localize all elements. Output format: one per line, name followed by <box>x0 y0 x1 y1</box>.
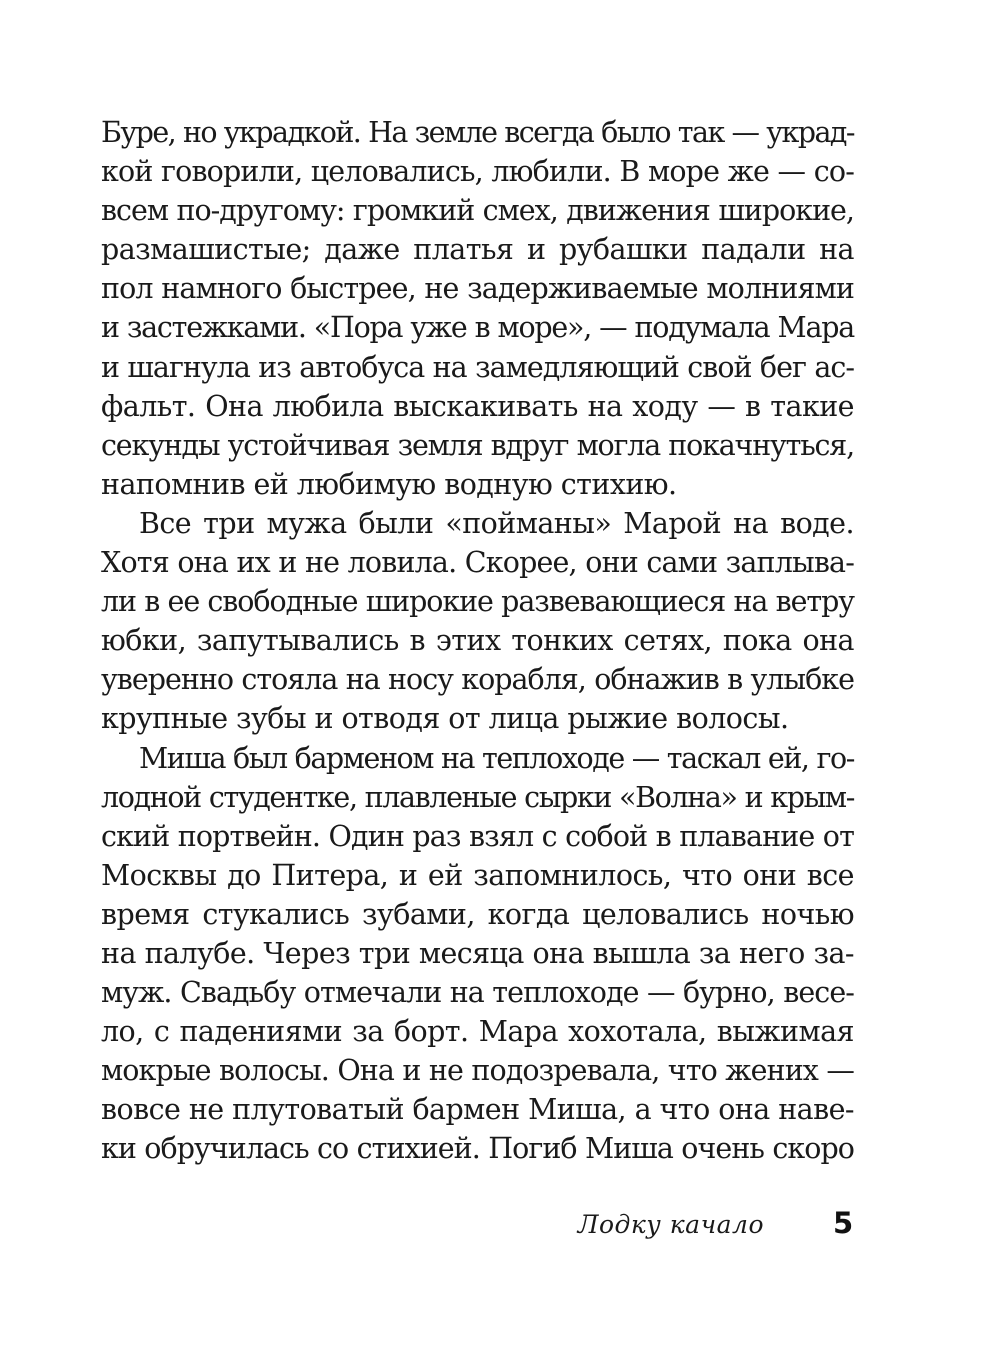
text-line: Хотя она их и не ловила. Скорее, они сами заплыва- <box>101 546 854 580</box>
text-line: всем по-другому: громкий смех, движения широкие, <box>101 194 854 228</box>
text-line: на палубе. Через три месяца она вышла за него за- <box>101 936 854 970</box>
text-line: юбки, запутывались в этих тонких сетях, пока она <box>101 624 854 658</box>
text-line: время стукались зубами, когда целовались ночью <box>101 897 854 931</box>
running-title: Лодку качало <box>577 1210 764 1239</box>
page-body <box>101 113 854 1169</box>
text-line: Москвы до Питера, и ей запомнилось, что они все <box>101 858 854 892</box>
text-line: кой говорили, целовались, любили. В море же — со- <box>101 155 854 189</box>
text-line: ский портвейн. Один раз взял с собой в плавание от <box>101 819 854 853</box>
text-line: лодной студентке, плавленые сырки «Волна» и крым- <box>101 780 854 814</box>
text-line: ки обручилась со стихией. Погиб Миша очень скоро <box>101 1132 854 1166</box>
text-line: секунды устойчивая земля вдруг могла покачнуться, <box>101 428 854 462</box>
text-line: фальт. Она любила выскакивать на ходу — в такие <box>101 389 854 423</box>
text-line: пол намного быстрее, не задерживаемые молниями <box>101 272 854 306</box>
page-number: 5 <box>833 1206 854 1240</box>
text-line: ли в ее свободные широкие развевающиеся на ветру <box>101 585 854 619</box>
text-line: и застежками. «Пора уже в море», — подумала Мара <box>101 311 854 345</box>
text-line: напомнив ей любимую водную стихию. <box>101 467 677 501</box>
text-line: муж. Свадьбу отмечали на теплоходе — бурно, весе- <box>101 976 854 1010</box>
text-line: вовсе не плутоватый бармен Миша, а что она наве- <box>101 1093 854 1127</box>
text-line: ло, с падениями за борт. Мара хохотала, выжимая <box>101 1015 854 1049</box>
page-footer <box>0 1208 1000 1248</box>
text-line: мокрые волосы. Она и не подозревала, что жених — <box>101 1054 854 1088</box>
text-line: Миша был барменом на теплоходе — таскал ей, го- <box>139 741 854 775</box>
text-line: Буре, но украдкой. На земле всегда было так — украд- <box>101 116 854 149</box>
text-line: уверенно стояла на носу корабля, обнажив в улыбке <box>101 663 854 697</box>
text-line: Все три мужа были «пойманы» Марой на воде. <box>139 506 854 540</box>
text-line: и шагнула из автобуса на замедляющий свой бег ас- <box>101 350 854 384</box>
text-line: крупные зубы и отводя от лица рыжие волосы. <box>101 702 789 736</box>
text-line: размашистые; даже платья и рубашки падали на <box>101 233 854 267</box>
